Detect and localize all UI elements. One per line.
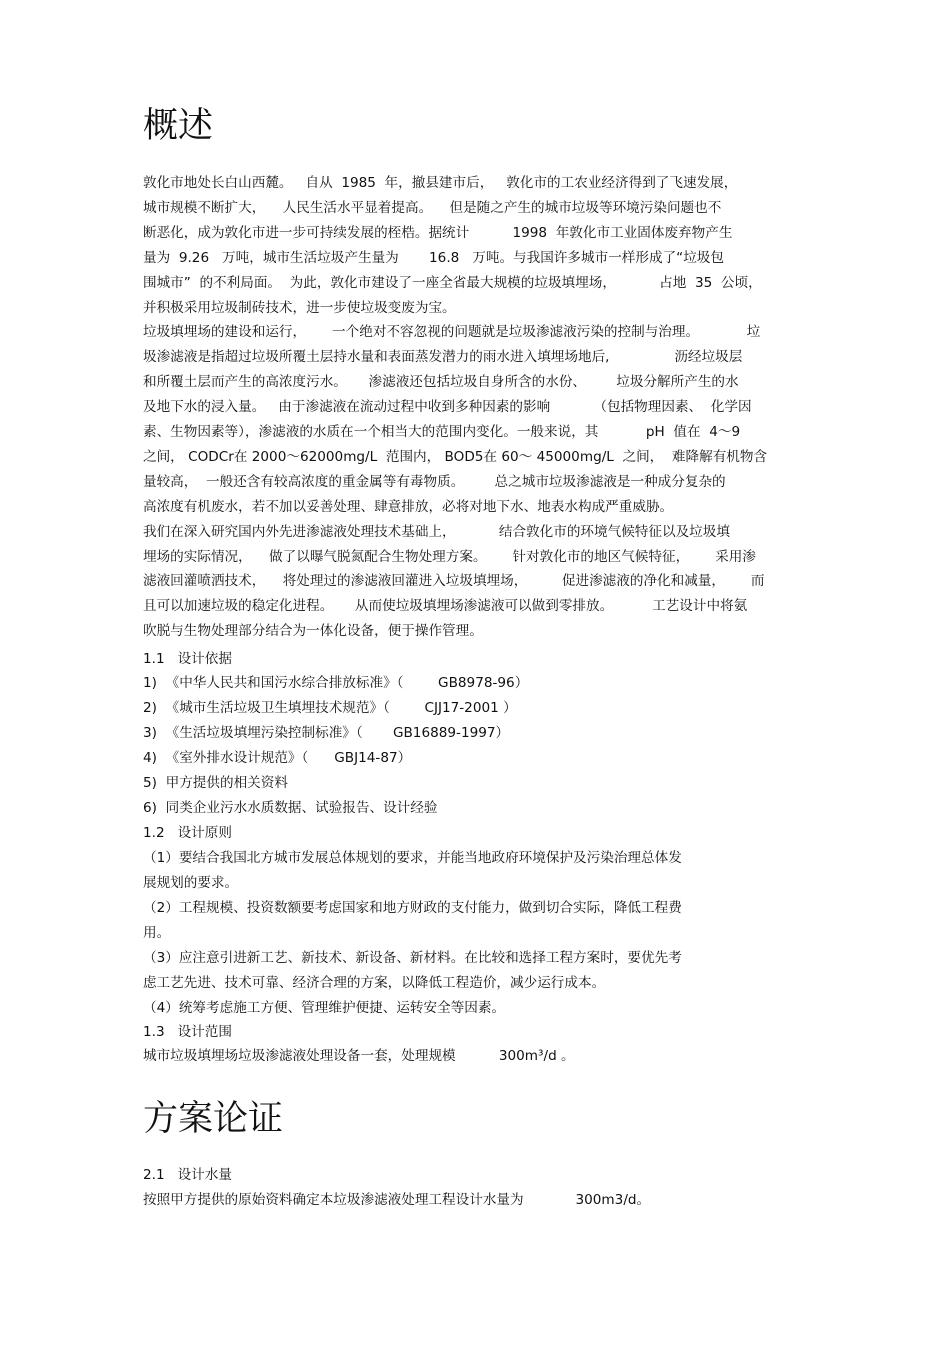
design-principle-line: （2）工程规模、投资数额要考虑国家和地方财政的支付能力，做到切合实际，降低工程费 <box>143 900 682 916</box>
overview-paragraph-line: 城市规模不断扩大， 人民生活水平显着提高。 但是随之产生的城市垃圾等环境污染问题也不 <box>143 199 722 216</box>
overview-paragraph-line: 断恶化，成为敦化市进一步可持续发展的桎梏。据统计 1998 年敦化市工业固体废弃物产生 <box>143 224 733 241</box>
water-volume-text: 按照甲方提供的原始资料确定本垃圾渗滤液处理工程设计水量为 300m3/d。 <box>143 1192 651 1208</box>
design-basis-item: 3) 《生活垃圾填埋污染控制标准》（ GB16889-1997） <box>143 725 510 741</box>
overview-paragraph-line: 且可以加速垃圾的稳定化进程。 从而使垃圾填埋场渗滤液可以做到零排放。 工艺设计中将氨 <box>143 598 748 615</box>
overview-paragraph-line: 敦化市地处长白山西麓。 自从 1985 年，撤县建市后， 敦化市的工农业经济得到了飞速发展， <box>143 175 738 191</box>
design-principle-line: （1）要结合我国北方城市发展总体规划的要求，并能当地政府环境保护及污染治理总体发 <box>143 850 682 866</box>
overview-paragraph-line: 量为 9.26 万吨，城市生活垃圾产生量为 16.8 万吨。与我国许多城市一样形成了“垃圾包 <box>143 249 724 266</box>
overview-paragraph-line: 吹脱与生物处理部分结合为一体化设备，便于操作管理。 <box>143 623 483 640</box>
subsection-title-water-volume: 2.1 设计水量 <box>143 1167 232 1183</box>
design-basis-item: 1) 《中华人民共和国污水综合排放标准》（ GB8978-96） <box>143 675 529 691</box>
design-basis-item: 2) 《城市生活垃圾卫生填埋技术规范》（ CJJ17-2001 ） <box>143 700 517 716</box>
overview-paragraph-line: 和所覆土层而产生的高浓度污水。 渗滤液还包括垃圾自身所含的水份、 垃圾分解所产生的水 <box>143 374 739 391</box>
overview-paragraph-line: 并积极采用垃圾制砖技术，进一步使垃圾变废为宝。 <box>143 299 456 316</box>
section-heading-scheme: 方案论证 <box>143 1099 284 1139</box>
design-basis-item: 6) 同类企业污水水质数据、试验报告、设计经验 <box>143 800 438 816</box>
overview-paragraph-line: 我们在深入研究国内外先进渗滤液处理技术基础上， 结合敦化市的环境气候特征以及垃圾填 <box>143 523 730 540</box>
design-principle-line: （4）统筹考虑施工方便、管理维护便捷、运转安全等因素。 <box>143 1000 506 1016</box>
section-heading-overview: 概述 <box>143 106 214 146</box>
overview-paragraph-line: 素、生物因素等），渗滤液的水质在一个相当大的范围内变化。一般来说，其 pH 值在 4～9 <box>143 424 741 440</box>
overview-paragraph-line: 高浓度有机废水，若不加以妥善处理、肆意排放，必将对地下水、地表水构成严重威胁。 <box>143 498 674 515</box>
design-basis-item: 4) 《室外排水设计规范》（ GBJ14-87） <box>143 750 412 766</box>
overview-paragraph-line: 之间， CODCr在 2000～62000mg/L 范围内， BOD5在 60～ 45000mg/L 之间， 难降解有机物含 <box>143 448 768 465</box>
design-principle-line: 用。 <box>143 925 171 941</box>
overview-paragraph-line: 量较高， 一般还含有较高浓度的重金属等有毒物质。 总之城市垃圾渗滤液是一种成分复杂的 <box>143 473 726 490</box>
design-principle-line: 虑工艺先进、技术可靠、经济合理的方案，以降低工程造价，减少运行成本。 <box>143 975 606 991</box>
overview-paragraph-line: 及地下水的浸入量。 由于渗滤液在流动过程中收到多种因素的影响 （包括物理因素、 化学因 <box>143 399 752 416</box>
overview-paragraph-line: 圾渗滤液是指超过垃圾所覆土层持水量和表面蒸发潜力的雨水进入填埋场地后, 沥经垃圾层 <box>143 349 743 366</box>
design-principle-line: （3）应注意引进新工艺、新技术、新设备、新材料。在比较和选择工程方案时，要优先考 <box>143 950 682 966</box>
design-principle-line: 展规划的要求。 <box>143 875 239 891</box>
overview-paragraph-line: 垃圾填埋场的建设和运行， 一个绝对不容忽视的问题就是垃圾渗滤液污染的控制与治理。 垃 <box>143 324 761 341</box>
subsection-title-design-principles: 1.2 设计原则 <box>143 825 232 841</box>
overview-paragraph-line: 埋场的实际情况， 做了以曝气脱氮配合生物处理方案。 针对敦化市的地区气候特征， 采用渗 <box>143 548 756 565</box>
subsection-title-design-scope: 1.3 设计范围 <box>143 1024 232 1040</box>
overview-paragraph-line: 滤液回灌喷洒技术， 将处理过的渗滤液回灌进入垃圾填埋场， 促进渗滤液的净化和减量， 而 <box>143 573 765 590</box>
overview-paragraph-line: 围城市” 的不利局面。 为此，敦化市建设了一座全省最大规模的垃圾填埋场， 占地 35 公顷， <box>143 274 762 291</box>
design-scope-text: 城市垃圾填埋场垃圾渗滤液处理设备一套，处理规模 300m³/d 。 <box>143 1048 575 1064</box>
design-basis-item: 5) 甲方提供的相关资料 <box>143 775 288 791</box>
subsection-title-design-basis: 1.1 设计依据 <box>143 651 232 667</box>
